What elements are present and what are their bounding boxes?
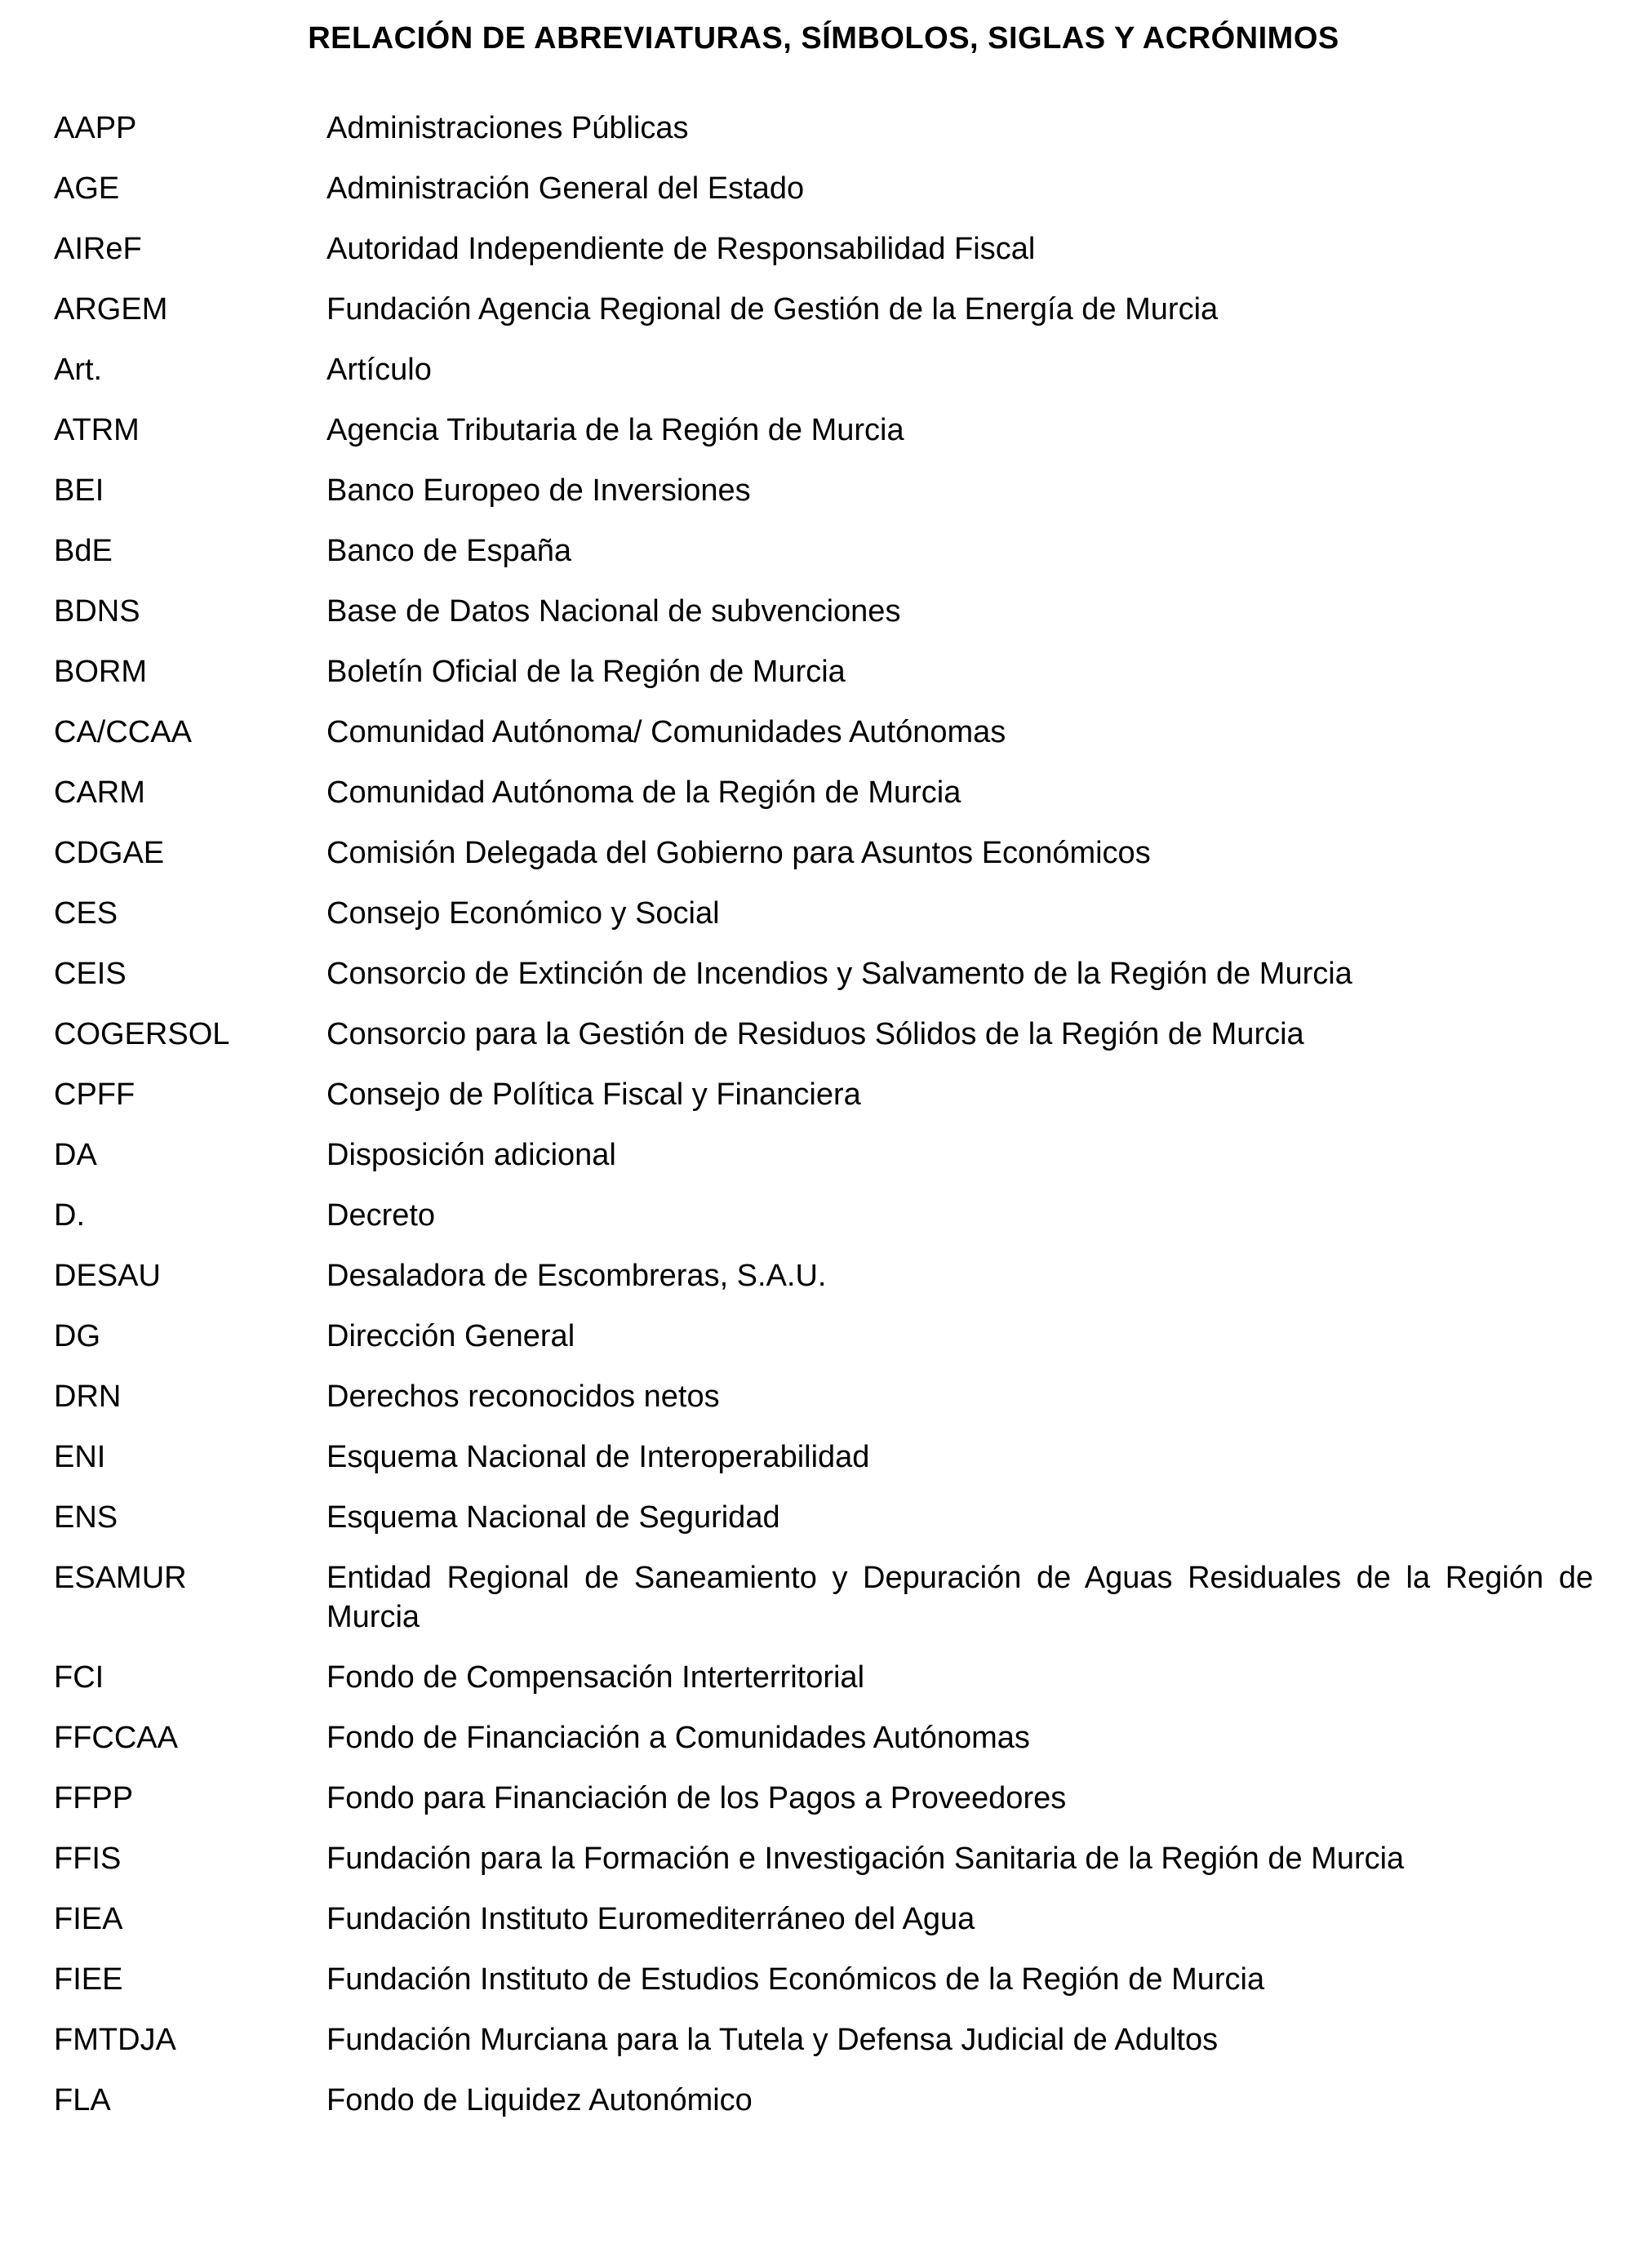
abbreviation-term: FIEE <box>54 1962 123 1997</box>
abbreviation-term: ENI <box>54 1440 106 1474</box>
abbreviation-definition: Fundación Murciana para la Tutela y Defensa Judicial de Adultos <box>326 2023 1219 2057</box>
abbreviation-row <box>54 1377 1593 1416</box>
abbreviation-term: FLA <box>54 2083 111 2117</box>
abbreviation-definition: Boletín Oficial de la Región de Murcia <box>326 655 846 689</box>
abbreviation-row <box>54 531 1593 571</box>
abbreviation-term: CA/CCAA <box>54 715 192 749</box>
abbreviation-row <box>54 1960 1593 1999</box>
abbreviation-term: FIEA <box>54 1902 123 1936</box>
abbreviation-row <box>54 109 1593 148</box>
abbreviation-definition: Entidad Regional de Saneamiento y Depuración de Aguas Residuales de la Región de Murcia <box>326 1561 1593 1634</box>
abbreviation-term: FMTDJA <box>54 2023 176 2057</box>
abbreviation-row <box>54 1658 1593 1697</box>
abbreviation-row <box>54 1839 1593 1878</box>
abbreviation-term: ARGEM <box>54 292 168 327</box>
abbreviation-row <box>54 1196 1593 1235</box>
abbreviation-term: AGE <box>54 171 120 206</box>
abbreviation-definition: Consejo Económico y Social <box>326 896 720 931</box>
abbreviation-term: FFPP <box>54 1781 134 1815</box>
abbreviation-row <box>54 350 1593 389</box>
abbreviation-definition: Fundación Instituto Euromediterráneo del Agua <box>326 1902 975 1936</box>
abbreviation-row <box>54 411 1593 450</box>
abbreviation-definition: Derechos reconocidos netos <box>326 1380 720 1414</box>
abbreviation-definition: Fondo de Compensación Interterritorial <box>326 1660 865 1695</box>
abbreviation-definition: Agencia Tributaria de la Región de Murcia <box>326 413 904 447</box>
abbreviation-row <box>54 1317 1593 1356</box>
abbreviation-term: D. <box>54 1198 85 1233</box>
abbreviation-definition: Artículo <box>326 353 432 387</box>
abbreviation-row <box>54 713 1593 752</box>
abbreviation-row <box>54 2081 1593 2120</box>
abbreviation-definition: Fondo para Financiación de los Pagos a Proveedores <box>326 1781 1067 1815</box>
abbreviation-row <box>54 290 1593 329</box>
abbreviation-row <box>54 1718 1593 1757</box>
abbreviation-term: ENS <box>54 1500 118 1535</box>
abbreviation-term: DRN <box>54 1380 122 1414</box>
abbreviation-row <box>54 1779 1593 1818</box>
abbreviation-term: CEIS <box>54 957 127 991</box>
abbreviation-term: BdE <box>54 534 113 568</box>
abbreviation-term: Art. <box>54 353 103 387</box>
abbreviation-term: FFCCAA <box>54 1721 178 1755</box>
abbreviation-row <box>54 833 1593 873</box>
abbreviation-row <box>54 229 1593 269</box>
abbreviation-definition: Comunidad Autónoma de la Región de Murcia <box>326 775 961 810</box>
abbreviation-term: AIReF <box>54 232 142 266</box>
abbreviation-row <box>54 1498 1593 1537</box>
abbreviation-row <box>54 954 1593 993</box>
abbreviation-row <box>54 1899 1593 1939</box>
abbreviation-definition: Banco de España <box>326 534 572 568</box>
abbreviation-row <box>54 592 1593 631</box>
abbreviation-term: CPFF <box>54 1077 135 1112</box>
abbreviation-row <box>54 1135 1593 1175</box>
abbreviation-definition: Consorcio para la Gestión de Residuos Sólidos de la Región de Murcia <box>326 1017 1304 1051</box>
abbreviation-definition: Fondo de Liquidez Autonómico <box>326 2083 753 2117</box>
abbreviation-definition: Fondo de Financiación a Comunidades Autónomas <box>326 1721 1030 1755</box>
abbreviation-term: ATRM <box>54 413 140 447</box>
abbreviation-term: BEI <box>54 473 104 508</box>
abbreviation-term: BORM <box>54 655 147 689</box>
abbreviation-term: AAPP <box>54 111 137 145</box>
abbreviation-definition: Administración General del Estado <box>326 171 805 206</box>
abbreviation-term: DA <box>54 1138 97 1172</box>
abbreviation-row <box>54 894 1593 933</box>
abbreviation-definition: Fundación Instituto de Estudios Económicos de la Región de Murcia <box>326 1962 1265 1997</box>
abbreviation-definition: Consejo de Política Fiscal y Financiera <box>326 1077 861 1112</box>
abbreviation-definition: Esquema Nacional de Interoperabilidad <box>326 1440 870 1474</box>
abbreviation-definition: Administraciones Públicas <box>326 111 689 145</box>
abbreviation-definition: Fundación para la Formación e Investigación Sanitaria de la Región de Murcia <box>326 1842 1405 1876</box>
abbreviation-term: CES <box>54 896 118 931</box>
abbreviation-row <box>54 2020 1593 2059</box>
abbreviation-row <box>54 1256 1593 1295</box>
abbreviation-definition: Base de Datos Nacional de subvenciones <box>326 594 901 629</box>
abbreviation-term: DG <box>54 1319 100 1353</box>
abbreviation-row <box>54 1437 1593 1477</box>
abbreviation-term: FCI <box>54 1660 104 1695</box>
abbreviation-definition: Desaladora de Escombreras, S.A.U. <box>326 1259 827 1293</box>
abbreviation-definition: Autoridad Independiente de Responsabilidad Fiscal <box>326 232 1036 266</box>
abbreviation-term: COGERSOL <box>54 1017 230 1051</box>
abbreviation-definition: Banco Europeo de Inversiones <box>326 473 751 508</box>
abbreviation-term: DESAU <box>54 1259 161 1293</box>
abbreviation-definition: Disposición adicional <box>326 1138 616 1172</box>
abbreviation-term: FFIS <box>54 1842 122 1876</box>
abbreviation-row <box>54 1075 1593 1114</box>
abbreviation-definition: Fundación Agencia Regional de Gestión de la Energía de Murcia <box>326 292 1219 327</box>
abbreviation-row <box>54 471 1593 510</box>
abbreviation-row <box>54 652 1593 691</box>
abbreviation-definition: Esquema Nacional de Seguridad <box>326 1500 780 1535</box>
abbreviation-definition: Comunidad Autónoma/ Comunidades Autónomas <box>326 715 1006 749</box>
abbreviation-row <box>54 1558 1593 1637</box>
abbreviation-definition: Consorcio de Extinción de Incendios y Salvamento de la Región de Murcia <box>326 957 1352 991</box>
page-title: RELACIÓN DE ABREVIATURAS, SÍMBOLOS, SIGLAS Y ACRÓNIMOS <box>308 21 1339 56</box>
abbreviation-row <box>54 1015 1593 1054</box>
abbreviation-definition: Decreto <box>326 1198 436 1233</box>
abbreviation-definition: Comisión Delegada del Gobierno para Asuntos Económicos <box>326 836 1151 870</box>
abbreviation-definition: Dirección General <box>326 1319 575 1353</box>
abbreviation-row <box>54 169 1593 208</box>
abbreviation-term: ESAMUR <box>54 1561 187 1595</box>
abbreviation-list <box>54 109 1593 2120</box>
abbreviation-row <box>54 773 1593 812</box>
abbreviation-term: CDGAE <box>54 836 165 870</box>
abbreviation-term: BDNS <box>54 594 140 629</box>
abbreviation-term: CARM <box>54 775 145 810</box>
